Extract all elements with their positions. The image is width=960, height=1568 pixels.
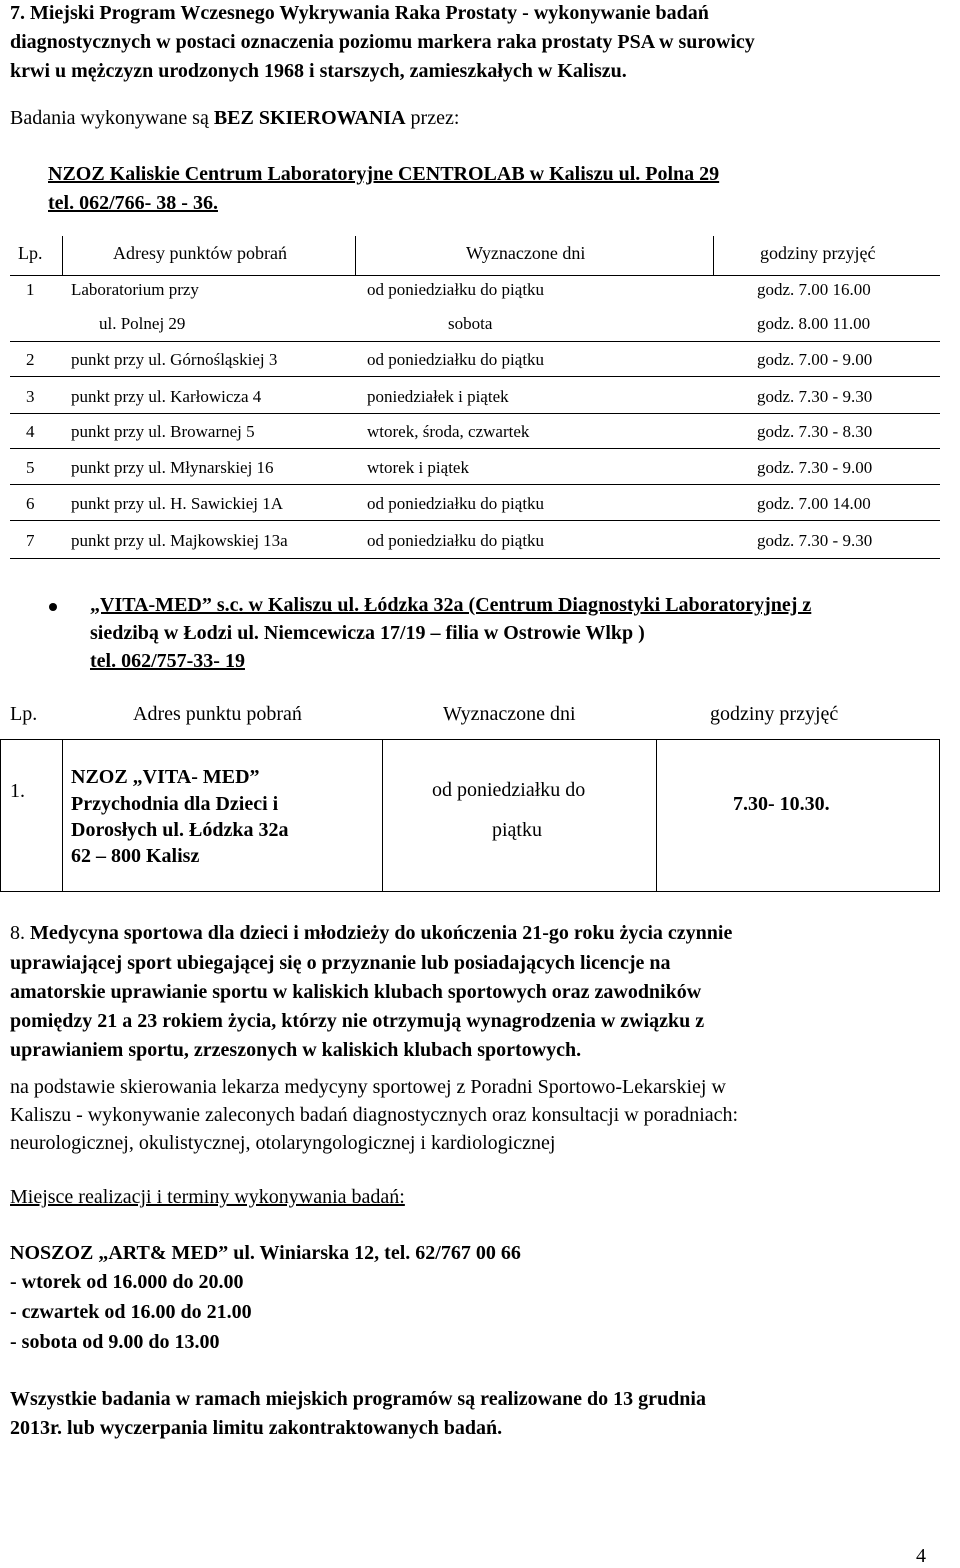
section-8-body-line-1: na podstawie skierowania lekarza medycyny sportowej z Poradni Sportowo-Lekarskiej w	[10, 1076, 726, 1098]
table2-address-3: Dorosłych ul. Łódzka 32a	[71, 819, 289, 841]
row-address: punkt przy ul. Młynarskiej 16	[71, 458, 274, 477]
section-8-body-line-3: neurologicznej, okulistycznej, otolaryngologicznej i kardiologicznej	[10, 1132, 556, 1154]
table2-col-divider-1	[62, 739, 63, 891]
row-address: punkt przy ul. H. Sawickiej 1A	[71, 494, 283, 513]
table2-address-1: NZOZ „VITA- MED”	[71, 766, 260, 788]
row-hours: godz. 7.30 - 9.30	[757, 531, 873, 550]
table1-col-divider-2	[355, 236, 356, 276]
intro-bold: BEZ SKIEROWANIA	[213, 107, 406, 129]
section-8-title-line-2: uprawiającej sport ubiegającej się o przyznanie lub posiadających licencje na	[10, 952, 671, 974]
table1-col-divider-1	[62, 236, 63, 276]
table2-header-days: Wyznaczone dni	[443, 703, 576, 725]
table2-address-4: 62 – 800 Kalisz	[71, 845, 200, 867]
table2-col-divider-3	[656, 739, 657, 891]
row-address: punkt przy ul. Browarnej 5	[71, 422, 255, 441]
section-8-title-line-5: uprawianiem sportu, zrzeszonych w kaliskich klubach sportowych.	[10, 1039, 582, 1061]
row-lp: 6	[26, 494, 35, 513]
table2-address-2: Przychodnia dla Dzieci i	[71, 793, 279, 815]
table2-days-1: od poniedziałku do	[432, 779, 586, 801]
centrolab-phone: tel. 062/766- 38 - 36.	[48, 192, 218, 214]
row1-lp: 1	[26, 280, 35, 299]
table1-row-divider	[10, 448, 940, 449]
bullet-icon	[49, 603, 57, 611]
table2-days-2: piątku	[492, 819, 542, 841]
table2-header-address: Adres punktu pobrań	[133, 703, 302, 725]
place-heading: Miejsce realizacji i terminy wykonywania badań:	[10, 1186, 405, 1208]
row-hours: godz. 7.30 - 9.30	[757, 387, 873, 406]
artmed-tuesday: - wtorek od 16.000 do 20.00	[10, 1271, 244, 1293]
final-note-line-1: Wszystkie badania w ramach miejskich programów są realizowane do 13 grudnia	[10, 1388, 706, 1410]
vitamed-phone: tel. 062/757-33- 19	[90, 650, 245, 672]
table1-row-divider	[10, 413, 940, 414]
table1-header-divider	[10, 275, 940, 276]
row1-address-1: Laboratorium przy	[71, 280, 199, 299]
section-7-title-line-3: krwi u mężczyzn urodzonych 1968 i starszych, zamieszkałych w Kaliszu.	[10, 60, 627, 82]
row-days: wtorek i piątek	[367, 458, 469, 477]
table2-header-hours: godziny przyjęć	[710, 703, 839, 725]
section-8-line-1	[10, 922, 732, 945]
row1-days-1: od poniedziałku do piątku	[367, 280, 545, 299]
section-7-title-line-2: diagnostycznych w postaci oznaczenia poziomu markera raka prostaty PSA w surowicy	[10, 31, 755, 53]
intro-normal: Badania wykonywane są	[10, 107, 214, 129]
table1-row-divider	[10, 484, 940, 485]
row-lp: 3	[26, 387, 35, 406]
row-days: wtorek, środa, czwartek	[367, 422, 530, 441]
table1-row-divider	[10, 520, 940, 521]
table2-top-border	[0, 739, 940, 740]
table1-header-lp: Lp.	[18, 243, 43, 263]
table2-bottom-border	[0, 891, 940, 892]
intro-line	[10, 107, 459, 130]
artmed-address: NOSZOZ „ART& MED” ul. Winiarska 12, tel. 62/767 00 66	[10, 1242, 521, 1264]
table2-header-lp: Lp.	[10, 703, 38, 725]
section-8-title-line-3: amatorskie uprawianie sportu w kaliskich klubach sportowych oraz zawodników	[10, 981, 702, 1003]
section-8-title-line-1: Medycyna sportowa dla dzieci i młodzieży do ukończenia 21-go roku życia czynnie	[30, 922, 733, 944]
table2-col-divider-2	[382, 739, 383, 891]
row-lp: 5	[26, 458, 35, 477]
row-days: od poniedziałku do piątku	[367, 531, 545, 550]
row1-days-2: sobota	[448, 314, 493, 333]
vitamed-line-1-text: „VITA-MED” s.c. w Kaliszu ul. Łódzka 32a (Centrum Diagnostyki Laboratoryjnej z	[90, 594, 812, 616]
row-days: od poniedziałku do piątku	[367, 494, 545, 513]
table1-header-hours: godziny przyjęć	[760, 243, 876, 263]
vitamed-line-2: siedzibą w Łodzi ul. Niemcewicza 17/19 – filia w Ostrowie Wlkp )	[90, 622, 645, 644]
row-hours: godz. 7.00 14.00	[757, 494, 871, 513]
row-hours: godz. 7.00 - 9.00	[757, 350, 873, 369]
row-lp: 2	[26, 350, 35, 369]
row1-hours-2: godz. 8.00 11.00	[757, 314, 871, 333]
artmed-saturday: - sobota od 9.00 do 13.00	[10, 1331, 220, 1353]
row-days: poniedziałek i piątek	[367, 387, 509, 406]
vitamed-line-1	[90, 594, 811, 617]
table1-header-days: Wyznaczone dni	[466, 243, 586, 263]
section-8-title-line-4: pomiędzy 21 a 23 rokiem życia, którzy nie otrzymują wynagrodzenia w związku z	[10, 1010, 705, 1032]
section-8-body-line-2: Kaliszu - wykonywanie zaleconych badań diagnostycznych oraz konsultacji w poradniach:	[10, 1104, 739, 1126]
row-address: punkt przy ul. Karłowicza 4	[71, 387, 262, 406]
table1-header-address: Adresy punktów pobrań	[113, 243, 287, 263]
row-address: punkt przy ul. Górnośląskiej 3	[71, 350, 278, 369]
row1-address-2: ul. Polnej 29	[99, 314, 186, 333]
table2-right-border	[939, 739, 940, 891]
page-number: 4	[916, 1545, 926, 1567]
final-note-line-2: 2013r. lub wyczerpania limitu zakontraktowanych badań.	[10, 1417, 503, 1439]
row1-hours-1: godz. 7.00 16.00	[757, 280, 871, 299]
section-7-title-line-1: 7. Miejski Program Wczesnego Wykrywania Raka Prostaty - wykonywanie badań	[10, 2, 709, 24]
table1-col-divider-3	[713, 236, 714, 276]
table1-row-divider	[10, 376, 940, 377]
table2-left-border	[0, 739, 1, 891]
artmed-thursday: - czwartek od 16.00 do 21.00	[10, 1301, 252, 1323]
table1-row-divider	[10, 341, 940, 342]
row-lp: 4	[26, 422, 35, 441]
row-hours: godz. 7.30 - 9.00	[757, 458, 873, 477]
row-days: od poniedziałku do piątku	[367, 350, 545, 369]
table2-hours: 7.30- 10.30.	[733, 793, 830, 815]
table1-bottom-border	[10, 558, 940, 559]
row-lp: 7	[26, 531, 35, 550]
section-8-number: 8.	[10, 922, 30, 944]
row-hours: godz. 7.30 - 8.30	[757, 422, 873, 441]
intro-end: przez:	[405, 107, 460, 129]
row-address: punkt przy ul. Majkowskiej 13a	[71, 531, 288, 550]
centrolab-address: NZOZ Kaliskie Centrum Laboratoryjne CENTROLAB w Kaliszu ul. Polna 29	[48, 163, 720, 185]
table2-lp: 1.	[10, 780, 25, 802]
